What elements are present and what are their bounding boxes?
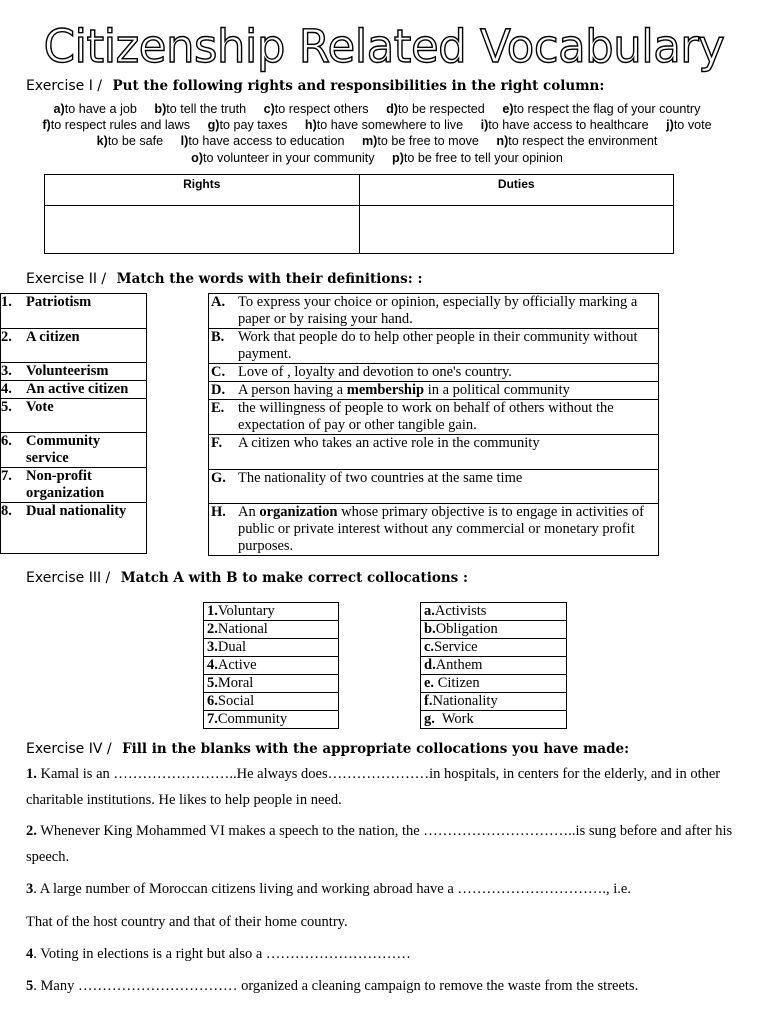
fill-sentence: That of the host country and that of their home country. [26,914,348,930]
right-duty-item: f)to respect rules and laws [42,118,191,133]
exercise4-label: Exercise IV / [26,741,112,757]
collocation-a-item: 1.Voluntary [204,603,339,621]
exercise2-instruction: Match the words with their definitions: : [116,271,423,287]
rights-duties-list [22,101,746,166]
exercise1-instruction: Put the following rights and responsibilities in the right column: [112,78,605,94]
word-row: 7. Non-profit organization [1,468,147,503]
right-duty-item: e)to respect the flag of your country [502,102,701,116]
exercise1-header [26,78,604,95]
definition-row: G. The nationality of two countries at the same time [209,470,659,504]
right-duty-item: j)to vote [666,118,712,133]
right-duty-item: a)to have a job [53,102,137,116]
right-duty-item: c)to respect others [263,102,369,116]
word-row: 8. Dual nationality [1,503,147,554]
definition-row: A. To express your choice or opinion, especially by officially marking a paper or by raising your hand. [209,294,659,329]
collocations-column-b [420,602,567,729]
exercise3-label: Exercise III / [26,570,111,586]
rights-duties-table [44,174,674,254]
definition-row: C. Love of , loyalty and devotion to one's country. [209,364,659,382]
word-row: 4. An active citizen [1,381,147,399]
definition-row: H. An organization whose primary objective is to engage in activities of public or private interest without any commercial or monetary profit purposes. [209,504,659,556]
exercise2-header [26,271,422,288]
collocation-a-item: 5.Moral [204,675,339,693]
exercise2-label: Exercise II / [26,271,107,287]
duties-column-header: Duties [359,175,674,206]
exercise3-header [26,570,468,587]
collocation-a-item: 3.Dual [204,639,339,657]
exercise3-instruction: Match A with B to make correct collocations : [120,570,468,586]
fill-sentence: 2. Whenever King Mohammed VI makes a speech to the nation, the …………………………..is sung before and after his speech. [26,823,733,865]
collocation-b-item: a.Activists [421,603,567,621]
word-row: 6. Community service [1,433,147,468]
collocation-b-item: c.Service [421,639,567,657]
definition-row: E. the willingness of people to work on behalf of others without the expectation of pay or other tangible gain. [209,400,659,435]
definitions-table [208,293,659,556]
definition-row: F. A citizen who takes an active role in the community [209,435,659,470]
collocation-b-item: d.Anthem [421,657,567,675]
word-row: 3. Volunteerism [1,363,147,381]
right-duty-item: m)to be free to move [361,134,479,149]
right-duty-item: l)to have access to education [180,134,345,149]
collocation-a-item: 4.Active [204,657,339,675]
collocation-a-item: 6.Social [204,693,339,711]
right-duty-item: b)to tell the truth [154,102,247,116]
definition-row: B. Work that people do to help other people in their community without payment. [209,329,659,364]
collocations-column-a [203,602,339,729]
word-row: 5. Vote [1,399,147,433]
exercise1-label: Exercise I / [26,78,103,94]
words-table [0,293,147,554]
collocation-a-item: 7.Community [204,711,339,729]
collocation-b-item: g. Work [421,711,567,729]
exercise4-instruction: Fill in the blanks with the appropriate collocations you have made: [122,741,630,757]
right-duty-item: d)to be respected [386,102,485,116]
page-title: Citizenship Related Vocabulary [43,20,725,73]
rights-column-header: Rights [45,175,360,206]
fill-sentence: 3. A large number of Moroccan citizens living and working abroad have a …………………………., i.e. [26,881,631,897]
fill-sentence: 1. Kamal is an ……………………..He always does…………………in hospitals, in centers for the elderly, and in other charitable institutions. He likes to help people in need. [26,766,721,808]
collocation-b-item: e. Citizen [421,675,567,693]
right-duty-item: o)to volunteer in your community [191,150,375,165]
right-duty-item: p)to be free to tell your opinion [392,150,563,165]
word-row: 2. A citizen [1,329,147,363]
rights-answer-cell[interactable] [45,206,360,254]
right-duty-item: i)to have access to healthcare [480,118,649,133]
right-duty-item: n)to respect the environment [496,134,658,149]
word-row: 1. Patriotism [1,294,147,329]
fill-sentence: 5. Many …………………………… organized a cleaning campaign to remove the waste from the streets. [26,978,639,994]
collocation-b-item: b.Obligation [421,621,567,639]
duties-answer-cell[interactable] [359,206,674,254]
collocation-b-item: f.Nationality [421,693,567,711]
definition-row: D. A person having a membership in a political community [209,382,659,400]
exercise4-header [26,741,629,758]
right-duty-item: k)to be safe [96,134,164,149]
right-duty-item: g)to pay taxes [207,118,288,133]
collocation-a-item: 2.National [204,621,339,639]
right-duty-item: h)to have somewhere to live [304,118,464,133]
fill-sentence: 4. Voting in elections is a right but also a ………………………… [26,946,411,962]
